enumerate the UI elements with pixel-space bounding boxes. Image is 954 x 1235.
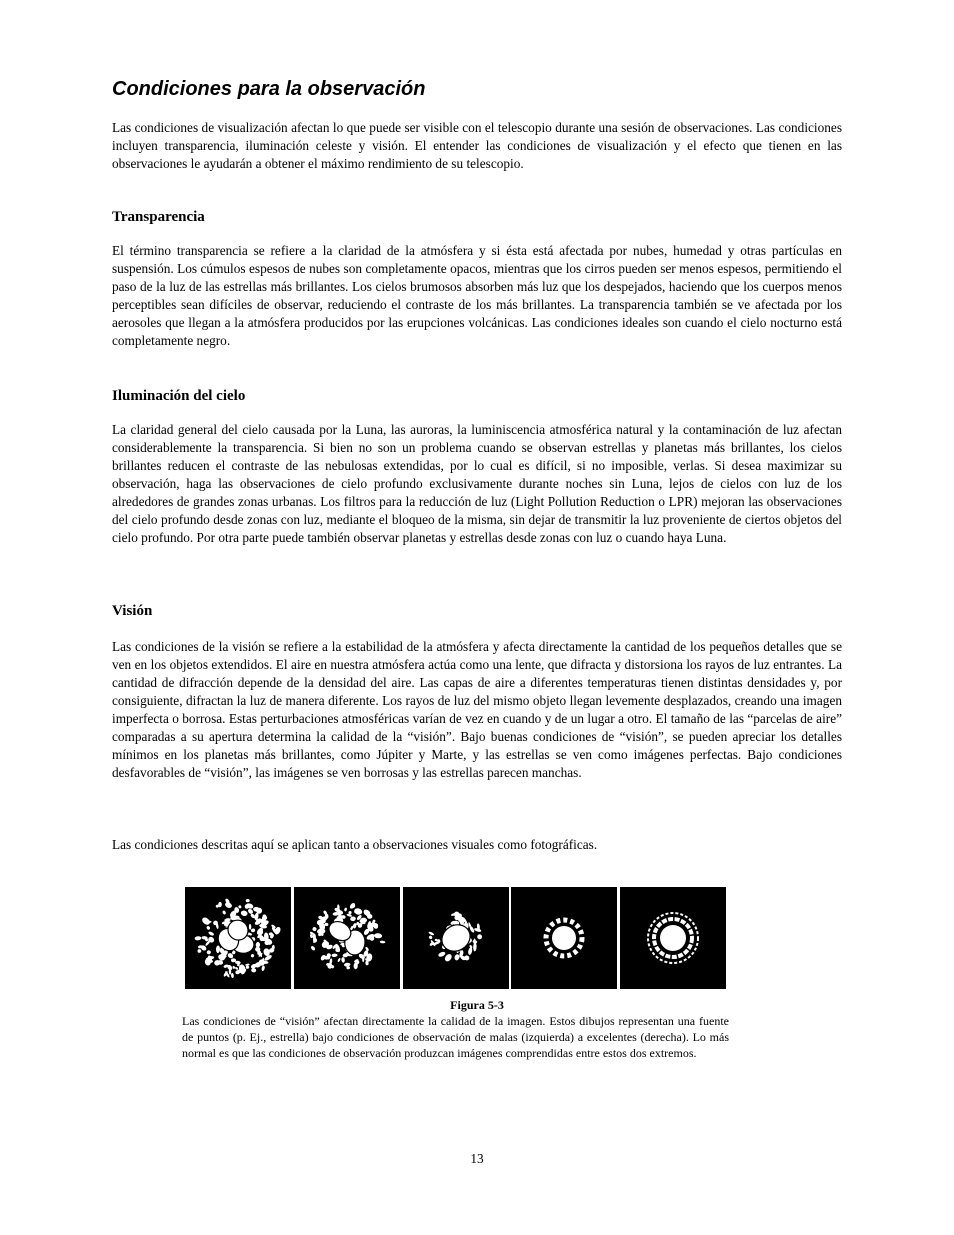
airy-disk-icon xyxy=(620,887,726,989)
closing-paragraph: Las condiciones descritas aquí se aplican tanto a observaciones visuales como fotográficas. xyxy=(112,837,598,852)
figure-panel-4 xyxy=(511,887,617,989)
figure-panel-2 xyxy=(294,887,400,989)
page-number: 13 xyxy=(470,1151,484,1166)
section-heading-iluminacion: Iluminación del cielo xyxy=(112,388,246,404)
figure-caption: Las condiciones de “visión” afectan directamente la calidad de la imagen. Estos dibujos representan una fuente de puntos (p. Ej., estrella) bajo condiciones de observación de malas (izquierda) a excelentes (derecha). Lo más normal es que las condiciones de observación produzcan imágenes comprendidas entre estos dos extremos. xyxy=(182,1014,729,1060)
airy-disk-icon xyxy=(511,887,617,989)
speckled-star-icon xyxy=(403,887,509,989)
figure-panel-1 xyxy=(185,887,291,989)
intro-paragraph: Las condiciones de visualización afectan lo que puede ser visible con el telescopio durante una sesión de observaciones. Las condiciones incluyen transparencia, iluminación celeste y visión. El entender las condiciones de visualización y el efecto que tienen en las observaciones le ayudarán a obtener el máximo rendimiento de su telescopio. xyxy=(112,120,842,171)
section-text-iluminacion: La claridad general del cielo causada por la Luna, las auroras, la luminiscencia atmosférica natural y la contaminación de luz afectan considerablemente la transparencia. Si bien no son un problema cuando se observan estrellas y planetas más brillantes, los cielos brillantes reducen el contraste de las nebulosas extendidas, por lo cual es difícil, si no imposible, verlas. Si desea maximizar su observación, haga las observaciones de cielo profundo exclusivamente durante noches sin Luna, lejos de cielos con luz de los alrededores de grandes zonas urbanas. Los filtros para la reducción de luz (Light Pollution Reduction o LPR) mejoran las observaciones del cielo profundo desde zonas con luz, mediante el bloqueo de la misma, sin dejar de transmitir la luz proveniente de ciertos objetos del cielo profundo. Por otra parte puede también observar planetas y estrellas desde zonas con luz o cuando haya Luna. xyxy=(112,422,842,545)
section-text-transparencia: El término transparencia se refiere a la claridad de la atmósfera y si ésta está afectada por nubes, humedad y otras partículas en suspensión. Los cúmulos espesos de nubes son completamente opacos, mientras que los cirros pueden ser menos espesos, permitiendo el paso de la luz de las estrellas más brillantes. Los cielos brumosos absorben más luz que los despejados, haciendo que los cuerpos menos perceptibles sean difíciles de observar, reduciendo el contraste de los más brillantes. La transparencia también se ve afectada por los aerosoles que llegan a la atmósfera producidos por las erupciones volcánicas. Las condiciones ideales son cuando el cielo nocturno está completamente negro. xyxy=(112,243,842,348)
speckled-star-icon xyxy=(294,887,400,989)
section-heading-vision: Visión xyxy=(112,603,153,619)
figure-label: Figura 5-3 xyxy=(450,998,504,1012)
figure-panel-3 xyxy=(403,887,509,989)
section-text-vision: Las condiciones de la visión se refiere a la estabilidad de la atmósfera y afecta directamente la cantidad de los pequeños detalles que se ven en los objetos extendidos. El aire en nuestra atmósfera actúa como una lente, que difracta y distorsiona los rayos de luz entrantes. La cantidad de difracción depende de la densidad del aire. Las capas de aire a diferentes temperaturas tienen distintas densidades y, por consiguiente, difractan la luz de manera diferente. Los rayos de luz del mismo objeto llegan levemente desplazados, creando una imagen imperfecta o borrosa. Estas perturbaciones atmosféricas varían de vez en cuando y de un lugar a otro. El tamaño de las “parcelas de aire” comparadas a su apertura determina la calidad de la “visión”. Bajo buenas condiciones de “visión”, se pueden apreciar los detalles mínimos en los planetas más brillantes, como Júpiter y Marte, y las estrellas se ven como imágenes perfectas. Bajo condiciones desfavorables de “visión”, las imágenes se ven borrosas y las estrellas parecen manchas. xyxy=(112,639,842,780)
figure-panels xyxy=(185,887,726,989)
figure-panel-5 xyxy=(620,887,726,989)
section-heading-transparencia: Transparencia xyxy=(112,209,205,225)
speckled-star-icon xyxy=(185,887,291,989)
page-title: Condiciones para la observación xyxy=(112,78,426,100)
